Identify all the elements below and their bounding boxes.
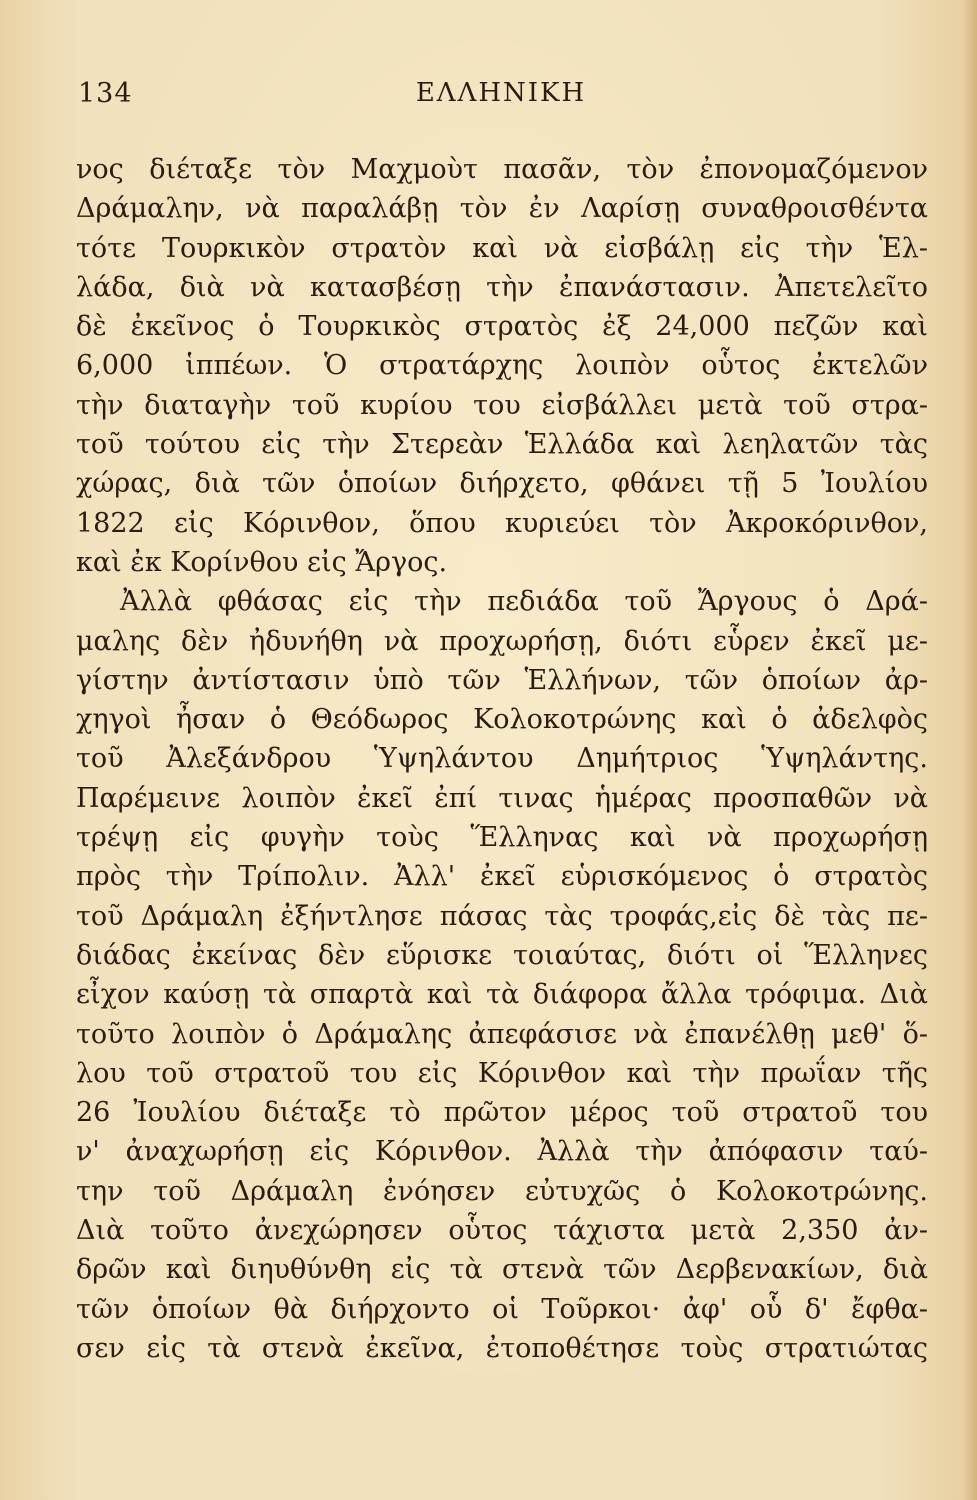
- text-line: τὴν διαταγὴν τοῦ κυρίου του εἰσβάλλει μετὰ τοῦ στρα-: [76, 389, 928, 421]
- page-edge-shadow: [963, 0, 977, 1500]
- text-line: τοῦ Ἀλεξάνδρου Ὑψηλάντου Δημήτριος Ὑψηλάντης.: [76, 743, 928, 775]
- body-text: [76, 150, 928, 1368]
- text-line: Δράμαλην, νὰ παραλάβῃ τὸν ἐν Λαρίσῃ συναθροισθέντα: [76, 193, 928, 225]
- page-header: [78, 78, 924, 118]
- text-line: διάδας ἐκείνας δὲν εὕρισκε τοιαύτας, διότι οἱ Ἕλληνες: [76, 939, 928, 971]
- text-line: Παρέμεινε λοιπὸν ἐκεῖ ἐπί τινας ἡμέρας προσπαθῶν νὰ: [76, 782, 928, 814]
- text-line: τρέψῃ εἰς φυγὴν τοὺς Ἕλληνας καὶ νὰ προχωρήσῃ: [76, 822, 928, 854]
- text-line: 1822 εἰς Κόρινθον, ὅπου κυριεύει τὸν Ἀκροκόρινθον,: [76, 507, 928, 539]
- text-line: πρὸς τὴν Τρίπολιν. Ἀλλ' ἐκεῖ εὑρισκόμενος ὁ στρατὸς: [76, 861, 928, 893]
- running-head: ΕΛΛΗΝΙΚΗ: [415, 78, 587, 108]
- text-line-paragraph-end: καὶ ἐκ Κορίνθου εἰς Ἄργος.: [76, 546, 448, 578]
- text-line: Διὰ τοῦτο ἀνεχώρησεν οὗτος τάχιστα μετὰ 2,350 ἀν-: [76, 1215, 928, 1247]
- text-line: τότε Τουρκικὸν στρατὸν καὶ νὰ εἰσβάλῃ εἰς τὴν Ἑλ-: [76, 232, 928, 264]
- text-line-paragraph-start: Ἀλλὰ φθάσας εἰς τὴν πεδιάδα τοῦ Ἄργους ὁ Δρά-: [120, 586, 928, 618]
- text-line: την τοῦ Δράμαλη ἐνόησεν εὐτυχῶς ὁ Κολοκοτρώνης.: [76, 1175, 928, 1207]
- text-line: χηγοὶ ἦσαν ὁ Θεόδωρος Κολοκοτρώνης καὶ ὁ ἀδελφὸς: [76, 704, 928, 736]
- text-line: 6,000 ἱππέων. Ὁ στρατάρχης λοιπὸν οὗτος ἐκτελῶν: [76, 350, 928, 382]
- text-line: μαλης δὲν ἠδυνήθη νὰ προχωρήσῃ, διότι εὗρεν ἐκεῖ με-: [76, 625, 928, 657]
- page-number: 134: [78, 78, 133, 109]
- text-line: δρῶν καὶ διηυθύνθη εἰς τὰ στενὰ τῶν Δερβενακίων, διὰ: [76, 1254, 928, 1286]
- text-line: εἶχον καύσῃ τὰ σπαρτὰ καὶ τὰ διάφορα ἄλλα τρόφιμα. Διὰ: [76, 979, 928, 1011]
- text-line: νος διέταξε τὸν Μαχμοὺτ πασᾶν, τὸν ἐπονομαζόμενον: [76, 154, 928, 185]
- text-line: τῶν ὁποίων θὰ διήρχοντο οἱ Τοῦρκοι· ἀφ' οὗ δ' ἔφθα-: [76, 1293, 928, 1325]
- text-line: 26 Ἰουλίου διέταξε τὸ πρῶτον μέρος τοῦ στρατοῦ του: [76, 1097, 928, 1129]
- text-line: λάδα, διὰ νὰ κατασβέσῃ τὴν ἐπανάστασιν. Ἀπετελεῖτο: [76, 271, 928, 303]
- text-line: χώρας, διὰ τῶν ὁποίων διήρχετο, φθάνει τῇ 5 Ἰουλίου: [76, 468, 928, 500]
- text-line: τοῦτο λοιπὸν ὁ Δράμαλης ἀπεφάσισε νὰ ἐπανέλθῃ μεθ' ὅ-: [76, 1018, 928, 1050]
- text-line: ν' ἀναχωρήσῃ εἰς Κόρινθον. Ἀλλὰ τὴν ἀπόφασιν ταύ-: [76, 1136, 928, 1168]
- text-line: σεν εἰς τὰ στενὰ ἐκεῖνα, ἐτοποθέτησε τοὺς στρατιώτας: [76, 1332, 928, 1364]
- text-line: τοῦ Δράμαλη ἐξήντλησε πάσας τὰς τροφάς,εἰς δὲ τὰς πε-: [76, 900, 928, 932]
- text-line: τοῦ τούτου εἰς τὴν Στερεὰν Ἑλλάδα καὶ λεηλατῶν τὰς: [76, 429, 928, 461]
- text-line: λου τοῦ στρατοῦ του εἰς Κόρινθον καὶ τὴν πρωΐαν τῆς: [76, 1057, 928, 1089]
- text-line: γίστην ἀντίστασιν ὑπὸ τῶν Ἑλλήνων, τῶν ὁποίων ἀρ-: [76, 664, 928, 696]
- text-line: δὲ ἐκεῖνος ὁ Τουρκικὸς στρατὸς ἐξ 24,000 πεζῶν καὶ: [76, 311, 928, 343]
